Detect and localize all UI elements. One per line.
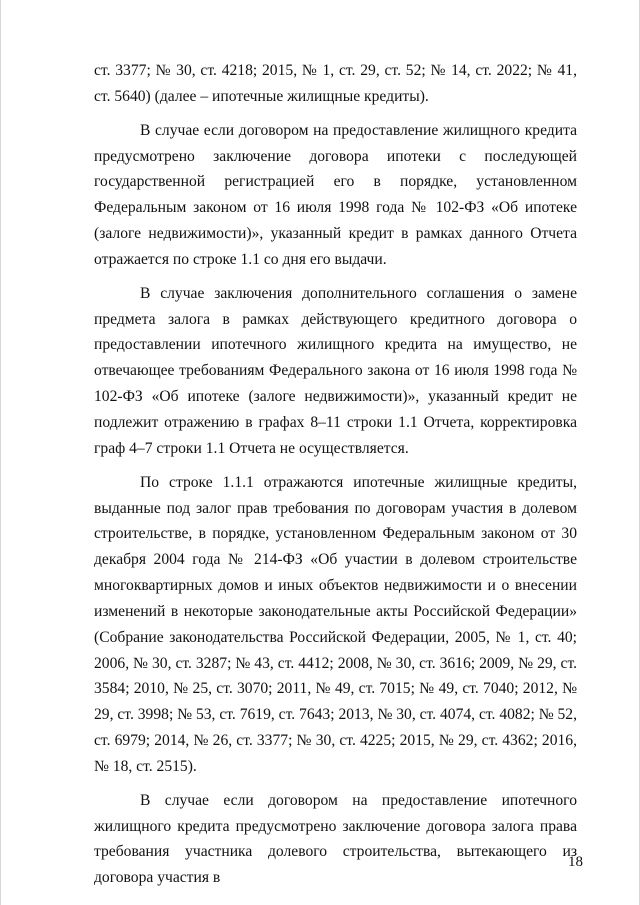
page-number: 18: [568, 854, 583, 870]
document-body: [94, 58, 577, 899]
paragraph-line-1-1-1: По строке 1.1.1 отражаются ипотечные жилищные кредиты, выданные под залог прав требования по договорам участия в долевом строительстве, в порядке, установленном Федеральным законом от 30 декабря 2004 года № 214-ФЗ «Об участии в долевом строительстве многоквартирных домов и иных объектов недвижимости и о внесении изменений в некоторые законодательные акты Российской Федерации» (Собрание законодательства Российской Федерации, 2005, № 1, ст. 40; 2006, № 30, ст. 3287; № 43, ст. 4412; 2008, № 30, ст. 3616; 2009, № 29, ст. 3584; 2010, № 25, ст. 3070; 2011, № 49, ст. 7015; № 49, ст. 7040; 2012, № 29, ст. 3998; № 53, ст. 7619, ст. 7643; 2013, № 30, ст. 4074, ст. 4082; № 52, ст. 6979; 2014, № 26, ст. 3377; № 30, ст. 4225; 2015, № 29, ст. 4362; 2016, № 18, ст. 2515).: [94, 473, 578, 775]
paragraph-claim-pledge: В случае если договором на предоставление ипотечного жилищного кредита предусмотрено заключение договора залога права требования участника долевого строительства, вытекающего из договора участия в: [94, 791, 577, 887]
paragraph-mortgage-registration: В случае если договором на предоставление жилищного кредита предусмотрено заключение договора ипотеки с последующей государственной регистрацией его в порядке, установленном Федеральным законом от 16 июля 1998 года № 102-ФЗ «Об ипотеке (залоге недвижимости)», указанный кредит в рамках данного Отчета отражается по строке 1.1 со дня его выдачи.: [94, 121, 577, 268]
paragraph-collateral-replacement: В случае заключения дополнительного соглашения о замене предмета залога в рамках действующего кредитного договора о предоставлении ипотечного жилищного кредита на имущество, не отвечающее требованиям Федерального закона от 16 июля 1998 года № 102-ФЗ «Об ипотеке (залоге недвижимости)», указанный кредит не подлежит отражению в графах 8–11 строки 1.1 Отчета, корректировка граф 4–7 строки 1.1 Отчета не осуществляется.: [94, 284, 577, 457]
paragraph-continuation: ст. 3377; № 30, ст. 4218; 2015, № 1, ст. 29, ст. 52; № 14, ст. 2022; № 41, ст. 5640) (далее – ипотечные жилищные кредиты).: [94, 62, 577, 105]
